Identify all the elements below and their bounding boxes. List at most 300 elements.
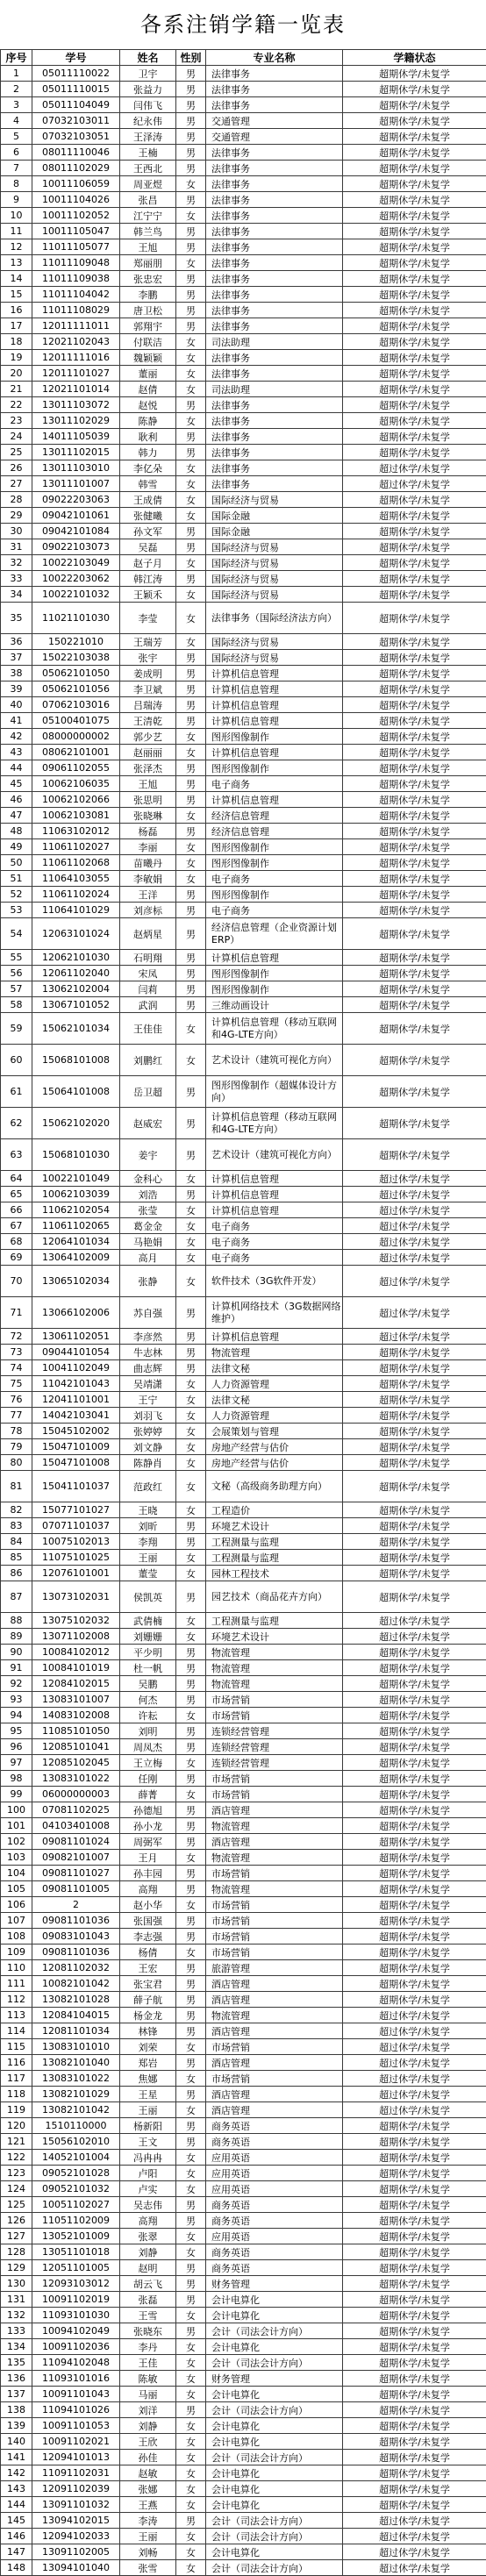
table-row <box>1 129 486 145</box>
cell-status: 超期休学/未复学 <box>343 855 486 871</box>
cell-index: 64 <box>1 1171 32 1187</box>
cell-status: 超过休学/未复学 <box>343 1187 486 1202</box>
cell-major: 物流管理 <box>206 1345 343 1360</box>
table-row <box>1 1897 486 1913</box>
cell-index: 119 <box>1 2102 32 2118</box>
cell-name: 李志强 <box>120 1929 176 1944</box>
cell-index: 100 <box>1 1802 32 1818</box>
cell-major: 酒店管理 <box>206 2055 343 2071</box>
cell-index: 10 <box>1 208 32 224</box>
table-row <box>1 1992 486 2008</box>
cell-student-id: 12085102045 <box>32 1755 120 1771</box>
table-row <box>1 1676 486 1692</box>
cell-status: 超期休学/未复学 <box>343 1345 486 1360</box>
cell-gender: 女 <box>176 2418 206 2434</box>
cell-student-id: 12085101041 <box>32 1739 120 1755</box>
cell-index: 110 <box>1 1960 32 1976</box>
cell-student-id: 13011102015 <box>32 445 120 460</box>
cell-name: 张宝君 <box>120 1976 176 1992</box>
cell-major: 商务英语 <box>206 2134 343 2150</box>
cell-student-id: 15056102010 <box>32 2134 120 2150</box>
cell-major: 酒店管理 <box>206 1992 343 2008</box>
cell-student-id: 10041102049 <box>32 1360 120 1376</box>
cell-major: 物流管理 <box>206 1818 343 1834</box>
cell-name: 张泽杰 <box>120 760 176 776</box>
cell-index: 1 <box>1 66 32 82</box>
cell-gender: 女 <box>176 1250 206 1266</box>
cell-status: 超期休学/未复学 <box>343 1676 486 1692</box>
cell-student-id: 14042103041 <box>32 1408 120 1424</box>
cell-index: 33 <box>1 571 32 587</box>
cell-major: 计算机信息管理 <box>206 713 343 729</box>
cell-major: 法律文秘 <box>206 1392 343 1408</box>
table-row <box>1 1771 486 1787</box>
cell-index: 18 <box>1 334 32 350</box>
cell-status: 超期休学/未复学 <box>343 255 486 271</box>
cell-status: 超期休学/未复学 <box>343 334 486 350</box>
cell-index: 32 <box>1 555 32 571</box>
cell-name: 张静 <box>120 1266 176 1297</box>
cell-gender: 女 <box>176 2371 206 2387</box>
cell-major: 计算机信息管理 <box>206 950 343 966</box>
cell-index: 43 <box>1 745 32 760</box>
cell-student-id: 13011103010 <box>32 460 120 476</box>
cell-index: 121 <box>1 2134 32 2150</box>
table-row <box>1 2244 486 2260</box>
cell-major: 财务管理 <box>206 2276 343 2292</box>
cell-major: 园林工程技术 <box>206 1566 343 1581</box>
table-row <box>1 2355 486 2371</box>
cell-gender: 男 <box>176 697 206 713</box>
cell-gender: 男 <box>176 1913 206 1929</box>
table-row <box>1 1613 486 1629</box>
table-row <box>1 1045 486 1076</box>
cell-index: 143 <box>1 2481 32 2497</box>
cell-student-id: 12041101001 <box>32 1392 120 1408</box>
table-row <box>1 713 486 729</box>
cell-status: 超期休学/未复学 <box>343 1771 486 1787</box>
table-row <box>1 760 486 776</box>
table-row <box>1 476 486 492</box>
cell-index: 37 <box>1 650 32 666</box>
table-row <box>1 650 486 666</box>
cell-name: 吴磊 <box>120 539 176 555</box>
cell-major: 法律事务 <box>206 318 343 334</box>
table-row <box>1 82 486 97</box>
cell-index: 19 <box>1 350 32 366</box>
cell-student-id: 11093101016 <box>32 2371 120 2387</box>
cell-status: 超期休学/未复学 <box>343 1897 486 1913</box>
cell-gender: 男 <box>176 2513 206 2529</box>
cell-index: 135 <box>1 2355 32 2371</box>
table-row <box>1 792 486 808</box>
cell-gender: 女 <box>176 176 206 192</box>
cell-gender: 男 <box>176 1645 206 1660</box>
cell-gender: 女 <box>176 1755 206 1771</box>
cell-index: 55 <box>1 950 32 966</box>
cell-major: 电子商务 <box>206 1250 343 1266</box>
table-row <box>1 587 486 603</box>
cell-status: 超期休学/未复学 <box>343 2118 486 2134</box>
cell-student-id: 09082101007 <box>32 1850 120 1866</box>
cell-index: 93 <box>1 1692 32 1708</box>
cell-index: 31 <box>1 539 32 555</box>
cell-name: 苏自强 <box>120 1297 176 1329</box>
cell-name: 王雪 <box>120 2308 176 2323</box>
cell-gender: 女 <box>176 2244 206 2260</box>
cell-student-id: 13011102029 <box>32 413 120 429</box>
cell-gender: 男 <box>176 1187 206 1202</box>
cell-name: 韩兰鸟 <box>120 224 176 239</box>
cell-name: 刘洋 <box>120 2402 176 2418</box>
cell-gender: 女 <box>176 1218 206 1234</box>
cell-student-id: 09042101061 <box>32 508 120 524</box>
cell-gender: 女 <box>176 1171 206 1187</box>
cell-status: 超期休学/未复学 <box>343 2150 486 2166</box>
cell-major: 连锁经营管理 <box>206 1739 343 1755</box>
cell-name: 王燕 <box>120 2497 176 2513</box>
cell-major: 商务英语 <box>206 2260 343 2276</box>
cell-name: 闫伟飞 <box>120 97 176 113</box>
cell-major: 会计电算化 <box>206 2465 343 2481</box>
cell-index: 102 <box>1 1834 32 1850</box>
cell-status: 超期休学/未复学 <box>343 903 486 918</box>
cell-index: 46 <box>1 792 32 808</box>
header-major: 专业名称 <box>206 50 343 66</box>
cell-gender: 女 <box>176 2039 206 2055</box>
cell-status: 超期休学/未复学 <box>343 871 486 887</box>
cell-name: 刘静 <box>120 2244 176 2260</box>
cell-gender: 男 <box>176 239 206 255</box>
cell-status: 超期休学/未复学 <box>343 1660 486 1676</box>
cell-index: 96 <box>1 1739 32 1755</box>
cell-major: 法律事务 <box>206 445 343 460</box>
cell-student-id: 11093101030 <box>32 2308 120 2323</box>
table-row <box>1 1581 486 1613</box>
cell-major: 法律事务 <box>206 176 343 192</box>
cell-major: 法律事务 <box>206 239 343 255</box>
table-row <box>1 2134 486 2150</box>
cell-student-id: 2 <box>32 1897 120 1913</box>
cell-gender: 男 <box>176 1929 206 1944</box>
cell-gender: 女 <box>176 1787 206 1802</box>
cell-gender: 女 <box>176 2150 206 2166</box>
cell-gender: 女 <box>176 871 206 887</box>
cell-name: 王宁 <box>120 1392 176 1408</box>
cell-index: 144 <box>1 2497 32 2513</box>
cell-student-id: 11011105077 <box>32 239 120 255</box>
cell-major: 计算机信息管理 <box>206 666 343 681</box>
cell-index: 138 <box>1 2402 32 2418</box>
cell-status: 超期休学/未复学 <box>343 2213 486 2229</box>
table-row <box>1 2229 486 2244</box>
cell-status: 超期休学/未复学 <box>343 1076 486 1108</box>
cell-major: 电子商务 <box>206 1218 343 1234</box>
cell-name: 牛志林 <box>120 1345 176 1360</box>
cell-gender: 男 <box>176 1992 206 2008</box>
cell-student-id: 13011101007 <box>32 476 120 492</box>
cell-gender: 男 <box>176 571 206 587</box>
cell-gender: 女 <box>176 255 206 271</box>
cell-gender: 男 <box>176 2276 206 2292</box>
cell-status: 超期休学/未复学 <box>343 2229 486 2244</box>
cell-gender: 男 <box>176 650 206 666</box>
cell-major: 国际经济与贸易 <box>206 571 343 587</box>
cell-index: 124 <box>1 2181 32 2197</box>
cell-gender: 女 <box>176 2166 206 2181</box>
cell-status: 超期休学/未复学 <box>343 1929 486 1944</box>
cell-name: 张晓琳 <box>120 808 176 824</box>
cell-status: 超过休学/未复学 <box>343 2560 486 2576</box>
cell-status: 超期休学/未复学 <box>343 82 486 97</box>
cell-student-id: 150221010 <box>32 634 120 650</box>
cell-student-id: 11011108029 <box>32 303 120 318</box>
cell-status: 超期休学/未复学 <box>343 397 486 413</box>
table-row <box>1 2039 486 2055</box>
table-row <box>1 1439 486 1455</box>
table-header-row <box>1 50 486 66</box>
table-row <box>1 1139 486 1171</box>
cell-gender: 女 <box>176 2450 206 2465</box>
cell-index: 75 <box>1 1376 32 1392</box>
table-row <box>1 1960 486 1976</box>
cell-major: 艺术设计（建筑可视化方向） <box>206 1139 343 1171</box>
cell-name: 宋凤 <box>120 966 176 981</box>
cell-gender: 男 <box>176 1329 206 1345</box>
cell-status: 超过休学/未复学 <box>343 2544 486 2560</box>
cell-major: 法律事务 <box>206 145 343 161</box>
cell-gender: 男 <box>176 445 206 460</box>
cell-major: 图形图像制作（超媒体设计方向） <box>206 1076 343 1108</box>
cell-gender: 女 <box>176 2355 206 2371</box>
cell-name: 王清乾 <box>120 713 176 729</box>
cell-status: 超期休学/未复学 <box>343 1518 486 1534</box>
cell-gender: 男 <box>176 1534 206 1550</box>
cell-student-id: 09081101027 <box>32 1866 120 1881</box>
cell-name: 唐卫松 <box>120 303 176 318</box>
cell-index: 70 <box>1 1266 32 1297</box>
cell-gender: 男 <box>176 1771 206 1787</box>
table-row <box>1 1645 486 1660</box>
cell-name: 石明翔 <box>120 950 176 966</box>
table-row <box>1 2560 486 2576</box>
cell-name: 刘明 <box>120 1723 176 1739</box>
cell-student-id: 10062103039 <box>32 1187 120 1202</box>
cell-gender: 男 <box>176 792 206 808</box>
cell-student-id: 11011104042 <box>32 287 120 303</box>
table-row <box>1 2544 486 2560</box>
cell-student-id: 05062101056 <box>32 681 120 697</box>
cell-index: 22 <box>1 397 32 413</box>
table-row <box>1 903 486 918</box>
table-row <box>1 1013 486 1045</box>
cell-major: 电子商务 <box>206 776 343 792</box>
cell-status: 超期休学/未复学 <box>343 981 486 997</box>
table-row <box>1 2481 486 2497</box>
cell-index: 45 <box>1 776 32 792</box>
cell-student-id: 11094101026 <box>32 2402 120 2418</box>
cell-student-id: 09052101032 <box>32 2181 120 2197</box>
cell-status: 超过休学/未复学 <box>343 2513 486 2529</box>
cell-major: 会计电算化 <box>206 2481 343 2497</box>
cell-index: 11 <box>1 224 32 239</box>
cell-major: 计算机信息管理 <box>206 1329 343 1345</box>
cell-status: 超期休学/未复学 <box>343 1834 486 1850</box>
cell-major: 图形图像制作 <box>206 855 343 871</box>
cell-name: 张雪 <box>120 2560 176 2576</box>
cell-name: 王颖禾 <box>120 587 176 603</box>
cell-major: 司法助理 <box>206 382 343 397</box>
cell-gender: 男 <box>176 1108 206 1139</box>
cell-student-id: 11061102024 <box>32 887 120 903</box>
cell-student-id: 05011110022 <box>32 66 120 82</box>
cell-name: 闫莉 <box>120 981 176 997</box>
cell-index: 39 <box>1 681 32 697</box>
table-row <box>1 1202 486 1218</box>
cell-student-id: 11085101050 <box>32 1723 120 1739</box>
cell-index: 147 <box>1 2544 32 2560</box>
cell-name: 江宁宁 <box>120 208 176 224</box>
cell-status: 超期休学/未复学 <box>343 2244 486 2260</box>
cell-gender: 女 <box>176 492 206 508</box>
cell-gender: 男 <box>176 224 206 239</box>
cell-status: 超期休学/未复学 <box>343 2371 486 2387</box>
cell-status: 超期休学/未复学 <box>343 1944 486 1960</box>
cell-name: 陈静肖 <box>120 1455 176 1471</box>
cell-index: 148 <box>1 2560 32 2576</box>
cell-name: 张婷婷 <box>120 1424 176 1439</box>
cell-major: 法律事务 <box>206 476 343 492</box>
table-row <box>1 1550 486 1566</box>
cell-index: 112 <box>1 1992 32 2008</box>
cell-gender: 男 <box>176 97 206 113</box>
cell-gender: 男 <box>176 524 206 539</box>
cell-student-id: 10051102027 <box>32 2197 120 2213</box>
table-row <box>1 1944 486 1960</box>
table-row <box>1 492 486 508</box>
cell-index: 116 <box>1 2055 32 2071</box>
cell-student-id: 13011103072 <box>32 397 120 413</box>
cell-status: 超期休学/未复学 <box>343 1534 486 1550</box>
table-row <box>1 66 486 82</box>
cell-gender: 男 <box>176 997 206 1013</box>
cell-name: 王洋 <box>120 887 176 903</box>
cell-status: 超期休学/未复学 <box>343 997 486 1013</box>
cell-student-id: 10022101032 <box>32 587 120 603</box>
cell-gender: 女 <box>176 603 206 634</box>
cell-name: 郭翔宇 <box>120 318 176 334</box>
cell-index: 86 <box>1 1566 32 1581</box>
cell-status: 超期休学/未复学 <box>343 729 486 745</box>
table-row <box>1 1360 486 1376</box>
cell-name: 郑丽朋 <box>120 255 176 271</box>
cell-gender: 女 <box>176 2229 206 2244</box>
cell-status: 超期休学/未复学 <box>343 950 486 966</box>
table-row <box>1 97 486 113</box>
cell-name: 张国强 <box>120 1913 176 1929</box>
table-row <box>1 555 486 571</box>
cell-name: 李丽 <box>120 839 176 855</box>
cell-status: 超过休学/未复学 <box>343 2529 486 2544</box>
table-row <box>1 508 486 524</box>
cell-gender: 女 <box>176 208 206 224</box>
cell-index: 134 <box>1 2339 32 2355</box>
table-row <box>1 1929 486 1944</box>
cell-status: 超期休学/未复学 <box>343 808 486 824</box>
cell-major: 工程造价 <box>206 1502 343 1518</box>
cell-name: 张益力 <box>120 82 176 97</box>
cell-gender: 男 <box>176 918 206 950</box>
cell-index: 73 <box>1 1345 32 1360</box>
cell-major: 图形图像制作 <box>206 966 343 981</box>
cell-name: 杨倩 <box>120 1944 176 1960</box>
cell-student-id: 09022103073 <box>32 539 120 555</box>
cell-index: 50 <box>1 855 32 871</box>
cell-major: 图形图像制作 <box>206 839 343 855</box>
table-row <box>1 1818 486 1834</box>
table-row <box>1 176 486 192</box>
cell-status: 超期休学/未复学 <box>343 1723 486 1739</box>
cell-major: 市场营销 <box>206 1708 343 1723</box>
cell-status: 超期休学/未复学 <box>343 524 486 539</box>
cell-student-id: 09081101005 <box>32 1881 120 1897</box>
table-row <box>1 1629 486 1645</box>
cell-student-id: 13064102009 <box>32 1250 120 1266</box>
cell-gender: 男 <box>176 776 206 792</box>
cell-index: 92 <box>1 1676 32 1692</box>
cell-major: 会计（司法会计方向） <box>206 2560 343 2576</box>
cell-status: 超期休学/未复学 <box>343 2465 486 2481</box>
cell-index: 40 <box>1 697 32 713</box>
cell-name: 杜一帆 <box>120 1660 176 1676</box>
cell-gender: 男 <box>176 1960 206 1976</box>
cell-status: 超期休学/未复学 <box>343 966 486 981</box>
cell-major: 经济信息管理（企业资源计划ERP） <box>206 918 343 950</box>
table-row <box>1 208 486 224</box>
cell-name: 刘鹏红 <box>120 1045 176 1076</box>
cell-status: 超过休学/未复学 <box>343 1171 486 1187</box>
cell-status: 超期休学/未复学 <box>343 1550 486 1566</box>
cell-major: 会计（司法会计方向） <box>206 2323 343 2339</box>
cell-gender: 男 <box>176 1581 206 1613</box>
cell-index: 67 <box>1 1218 32 1234</box>
cell-gender: 男 <box>176 2323 206 2339</box>
cell-name: 何杰 <box>120 1692 176 1708</box>
cell-status: 超期休学/未复学 <box>343 508 486 524</box>
cell-name: 赵小华 <box>120 1897 176 1913</box>
cell-major: 物流管理 <box>206 1850 343 1866</box>
table-row <box>1 1392 486 1408</box>
cell-gender: 女 <box>176 1944 206 1960</box>
cell-status: 超期休学/未复学 <box>343 571 486 587</box>
cell-major: 市场营销 <box>206 1787 343 1802</box>
cell-index: 133 <box>1 2323 32 2339</box>
cell-name: 赵炳星 <box>120 918 176 950</box>
cell-student-id: 13083101022 <box>32 1771 120 1787</box>
cell-major: 会计电算化 <box>206 2497 343 2513</box>
cell-status: 超过休学/未复学 <box>343 1266 486 1297</box>
cell-index: 27 <box>1 476 32 492</box>
cell-major: 图形图像制作 <box>206 887 343 903</box>
cell-student-id: 15077101027 <box>32 1502 120 1518</box>
cell-index: 51 <box>1 871 32 887</box>
cell-student-id: 10091102019 <box>32 2292 120 2308</box>
cell-name: 林锋 <box>120 2023 176 2039</box>
cell-index: 82 <box>1 1502 32 1518</box>
cell-major: 会计电算化 <box>206 2434 343 2450</box>
cell-major: 会计（司法会计方向） <box>206 2513 343 2529</box>
cell-student-id: 12091102039 <box>32 2481 120 2497</box>
